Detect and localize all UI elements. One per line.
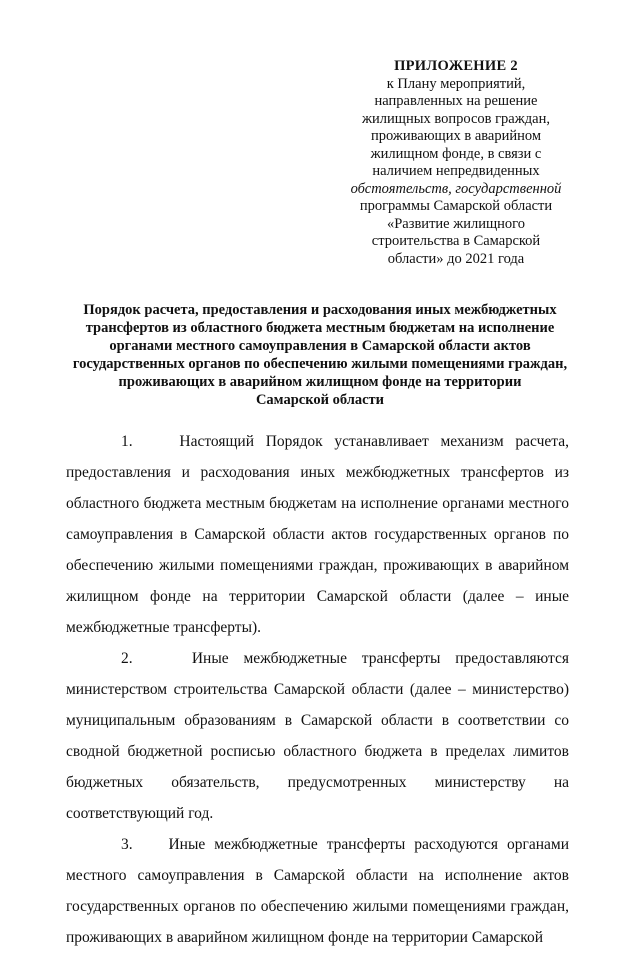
appendix-line: жилищных вопросов граждан,	[362, 110, 550, 127]
document-title	[64, 301, 576, 409]
appendix-line: направленных на решение	[374, 93, 538, 109]
title-line: проживающих в аварийном жилищном фонде на территории	[118, 374, 522, 390]
title-line: трансфертов из областного бюджета местным бюджетам на исполнение	[85, 320, 555, 336]
appendix-line: обстоятельств, государственной	[350, 180, 562, 197]
appendix-line: строительства в Самарской	[371, 233, 541, 249]
appendix-line: жилищном фонде, в связи с	[370, 145, 542, 162]
appendix-line: программы Самарской области	[359, 198, 553, 214]
document-body	[66, 426, 569, 953]
appendix-line: наличием непредвиденных	[372, 163, 540, 179]
paragraph-3: 3. Иные межбюджетные трансферты расходуются органами местного самоуправления в Самарской области на исполнение актов государственных органов по обеспечению жилыми помещениями граждан, проживающих в аварийном жилищном фонде на территории Самарской	[66, 836, 569, 946]
appendix-line: проживающих в аварийном	[370, 128, 542, 144]
appendix-line: «Развитие жилищного	[386, 215, 526, 232]
title-line: Самарской области	[255, 392, 385, 408]
appendix-line: области» до 2021 года	[387, 250, 525, 267]
title-line: органами местного самоуправления в Самарской области актов	[109, 338, 531, 354]
paragraph-1: 1. Настоящий Порядок устанавливает механизм расчета, предоставления и расходования иных межбюджетных трансфертов из областного бюджета местным бюджетам на исполнение органами местного самоуправления в Самарской области актов государственных органов по обеспечению жилыми помещениями граждан, проживающих в аварийном жилищном фонде на территории Самарской области (далее – иные межбюджетные трансферты).	[66, 433, 569, 636]
appendix-heading: ПРИЛОЖЕНИЕ 2	[394, 58, 518, 74]
title-line: Порядок расчета, предоставления и расходования иных межбюджетных	[83, 302, 557, 318]
appendix-block	[336, 58, 576, 268]
paragraph-2: 2. Иные межбюджетные трансферты предоставляются министерством строительства Самарской области (далее – министерство) муниципальным образованиям в Самарской области в соответствии со сводной бюджетной росписью областного бюджета в пределах лимитов бюджетных обязательств, предусмотренных министерству на соответствующий год.	[66, 650, 569, 822]
title-line: государственных органов по обеспечению жилыми помещениями граждан,	[72, 356, 568, 372]
appendix-line: к Плану мероприятий,	[386, 75, 526, 92]
